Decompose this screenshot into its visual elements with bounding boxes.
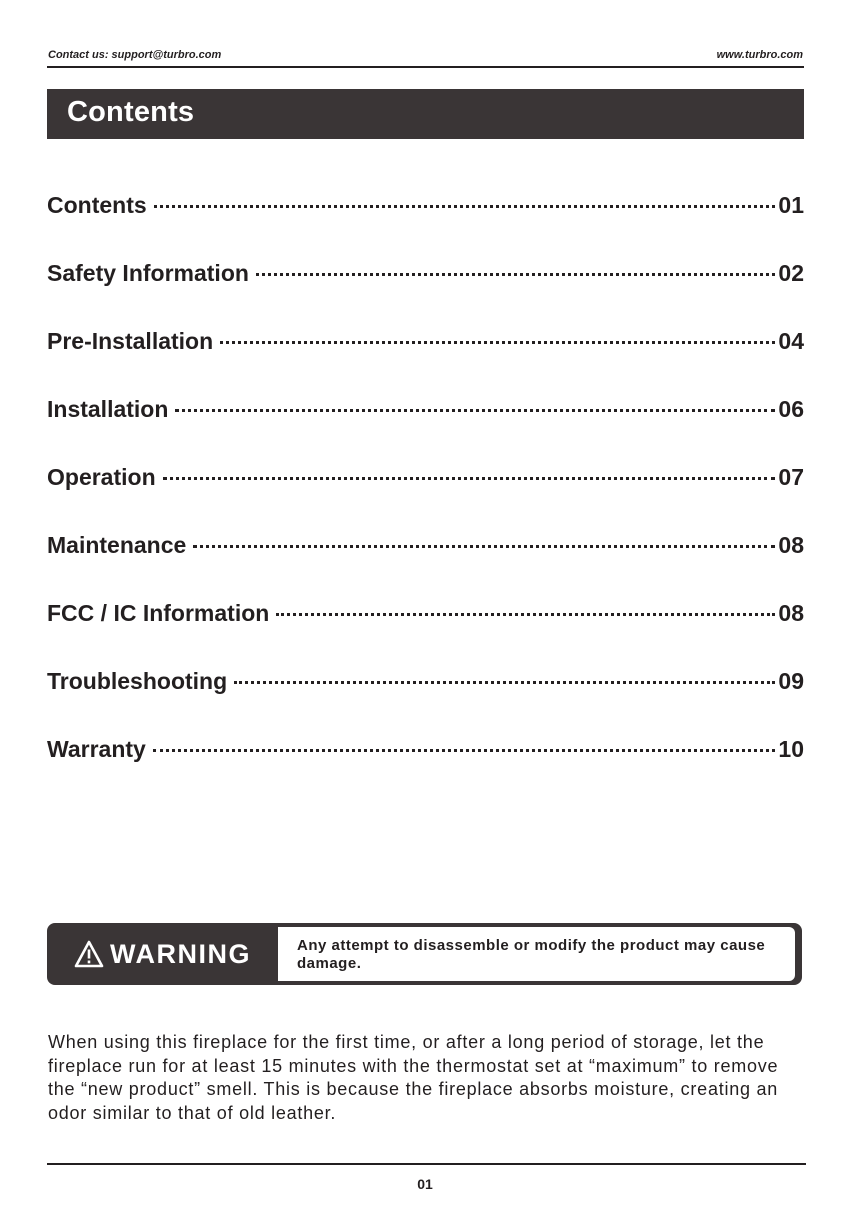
first-use-note: When using this fireplace for the first time, or after a long period of storage, let the fireplace run for at least 15 minutes with the thermostat set at “maximum” to remove the “new product” smell. This is because the fireplace absorbs moisture, creating an odor similar to that of old leather. <box>48 1032 779 1123</box>
warning-triangle-icon <box>74 940 104 968</box>
toc-item-page: 04 <box>778 328 804 354</box>
toc-item-pre-installation[interactable] <box>47 328 804 396</box>
toc-item-label: Installation <box>47 396 169 422</box>
toc-item-contents[interactable] <box>47 192 804 260</box>
toc-item-page: 02 <box>778 260 804 286</box>
toc-dot-leader <box>154 205 776 208</box>
toc-dot-leader <box>220 341 775 344</box>
table-of-contents <box>47 192 804 804</box>
toc-item-label: Contents <box>47 192 147 218</box>
toc-item-label: FCC / IC Information <box>47 600 270 626</box>
header-contact: Contact us: support@turbro.com <box>48 49 222 61</box>
toc-dot-leader <box>256 273 775 276</box>
toc-item-warranty[interactable] <box>47 736 804 804</box>
toc-item-safety-information[interactable] <box>47 260 804 328</box>
toc-item-label: Warranty <box>47 736 146 762</box>
header-website: www.turbro.com <box>716 49 803 61</box>
toc-item-fcc-ic-information[interactable] <box>47 600 804 668</box>
toc-dot-leader <box>163 477 776 480</box>
toc-item-installation[interactable] <box>47 396 804 464</box>
toc-item-maintenance[interactable] <box>47 532 804 600</box>
toc-item-operation[interactable] <box>47 464 804 532</box>
toc-item-page: 07 <box>778 464 804 490</box>
toc-item-page: 09 <box>778 668 804 694</box>
toc-item-page: 08 <box>778 532 804 558</box>
toc-dot-leader <box>153 749 776 752</box>
toc-dot-leader <box>276 613 775 616</box>
page-title: Contents <box>67 96 195 128</box>
title-banner <box>47 89 804 139</box>
toc-item-label: Pre-Installation <box>47 328 214 354</box>
warning-callout <box>47 923 802 985</box>
footer-divider <box>47 1163 806 1165</box>
page-number: 01 <box>417 1176 433 1192</box>
toc-dot-leader <box>234 681 775 684</box>
warning-label-panel <box>47 923 278 985</box>
toc-item-page: 06 <box>778 396 804 422</box>
toc-item-page: 10 <box>778 736 804 762</box>
toc-item-page: 08 <box>778 600 804 626</box>
toc-item-troubleshooting[interactable] <box>47 668 804 736</box>
header-divider <box>47 66 804 68</box>
toc-dot-leader <box>175 409 775 412</box>
warning-message: Any attempt to disassemble or modify the product may cause damage. <box>278 927 795 981</box>
toc-item-label: Operation <box>47 464 156 490</box>
toc-dot-leader <box>193 545 775 548</box>
toc-item-page: 01 <box>778 192 804 218</box>
toc-item-label: Maintenance <box>47 532 187 558</box>
warning-label: WARNING <box>110 938 251 969</box>
toc-item-label: Troubleshooting <box>47 668 228 694</box>
toc-item-label: Safety Information <box>47 260 249 286</box>
